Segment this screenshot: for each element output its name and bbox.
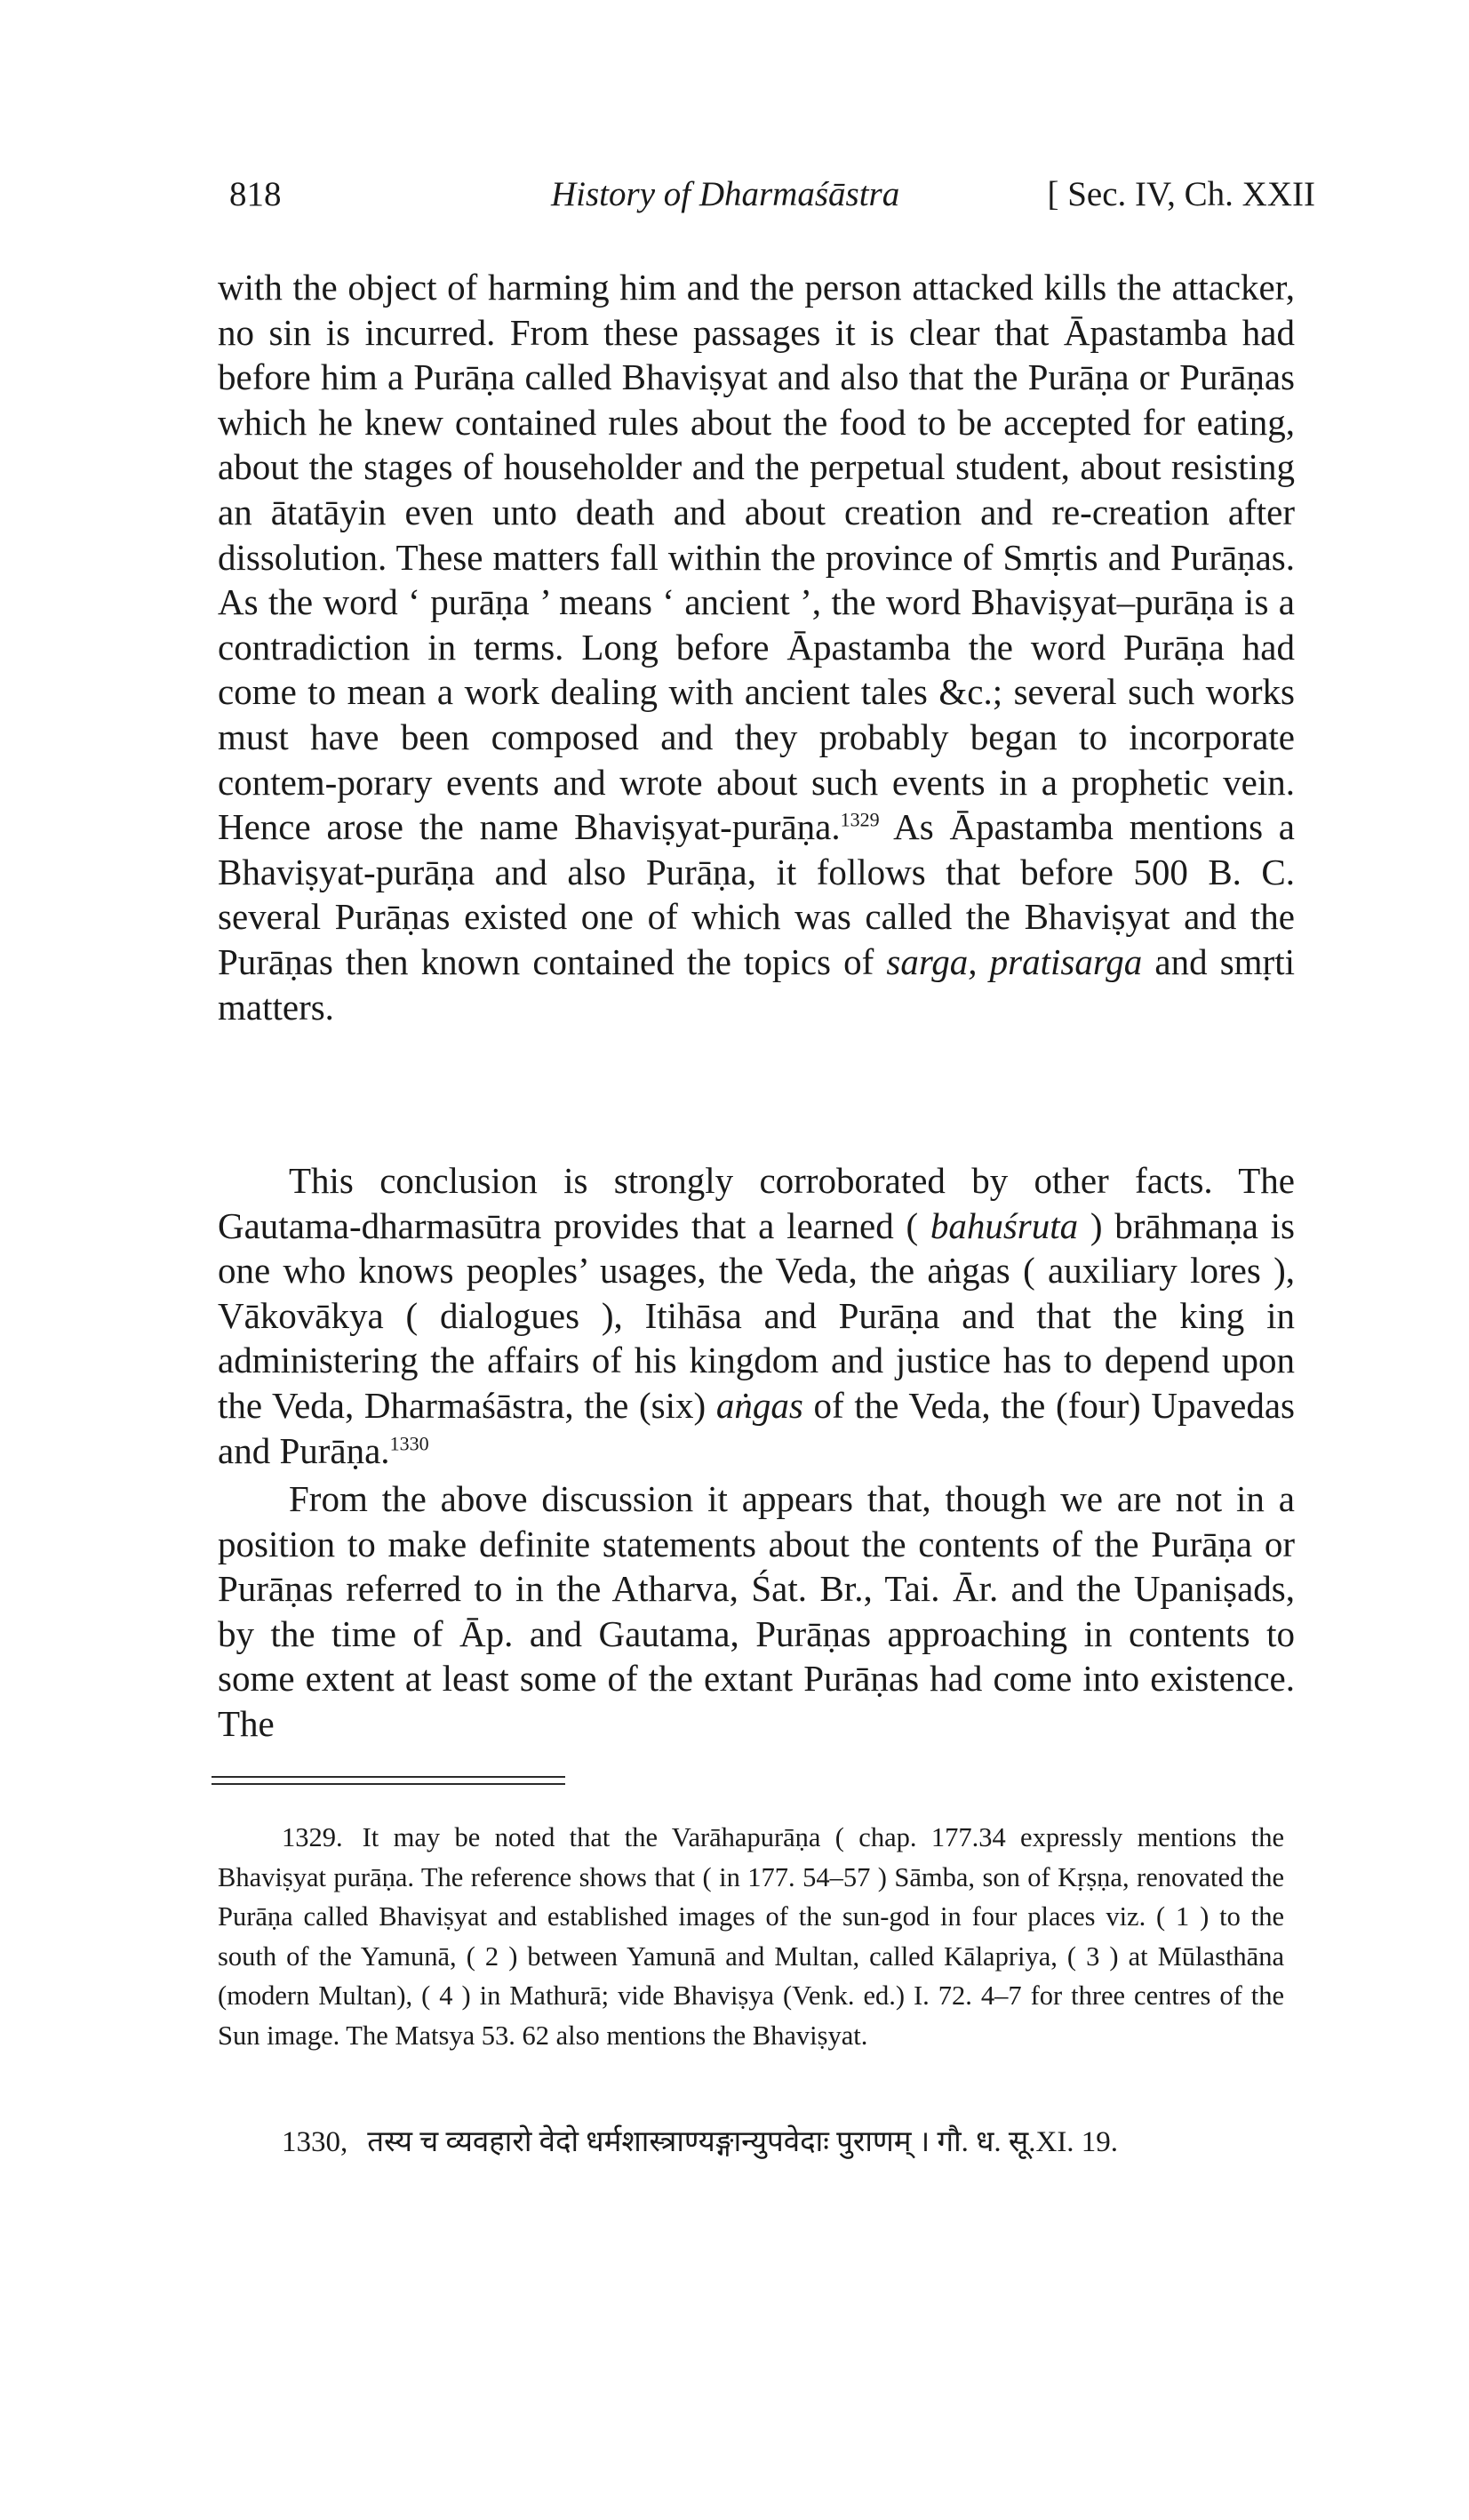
footnote-text: It may be noted that the Varāhapurāṇa ( chap. 177.34 expressly mentions the Bhaviṣyat purāṇa. The reference shows that ( in 177. 54–57 ) Sāmba, son of Kṛṣṇa, renovated the Purāṇa called Bhaviṣyat and established images of the sun-god in four places viz. ( 1 ) to the south of the Yamunā, ( 2 ) between Yamunā and Multan, called Kālapriya, ( 3 ) at Mūlasthāna (modern Multan), ( 4 ) in Mathurā; vide Bhaviṣya (Venk. ed.) I. 72. 4–7 for three centres of the Sun image. The Matsya 53. 62 also mentions the Bhaviṣyat. <box>218 1822 1284 2051</box>
footnote-divider-second-line <box>212 1783 565 1785</box>
footnote-ref-1330: 1330 <box>389 1431 429 1454</box>
footnote-ref-1329: 1329 <box>840 808 880 831</box>
para2-italic-angas: aṅgas <box>715 1384 803 1426</box>
page-header <box>229 174 1315 228</box>
footnote-number: 1330, <box>282 2126 348 2158</box>
running-title: History of Dharmaśāstra <box>551 175 900 213</box>
para1-italic-term: sarga, pratisarga <box>886 940 1143 982</box>
para2-italic-bahusruta: bahuśruta <box>930 1204 1079 1246</box>
page-number: 818 <box>229 175 282 213</box>
para1-text-b: As Āpastamba mentions a Bhaviṣyat-purāṇa and also Purāṇa, it follows that before 500 B. C. several Purāṇas existed one of which was called the Bhaviṣyat and the Purāṇas then known contained the topics of <box>218 806 1295 982</box>
para2-text-c: of the Veda, the (four) Upavedas and Purāṇa. <box>218 1384 1295 1471</box>
footnote-number: 1329. <box>282 1822 343 1852</box>
paragraph-2 <box>218 1158 1295 1473</box>
para1-text-c: and smṛti matters. <box>218 940 1295 1028</box>
running-section: [ Sec. IV, Ch. XXII <box>1047 175 1315 213</box>
footnote-1330 <box>282 2123 1295 2163</box>
para3-text: From the above discussion it appears that, though we are not in a position to make definite statements about the contents of the Purāṇa or Purāṇas referred to in the Atharva, Śat. Br., Tai. Ār. and the Upaniṣads, by the time of Āp. and Gautama, Purāṇas approaching in contents to some extent at least some of the extant Purāṇas had come into existence. The <box>218 1478 1295 1744</box>
para2-text-b: ) brāhmaṇa is one who knows peoples’ usages, the Veda, the aṅgas ( auxiliary lores ), Vākovākya ( dialogues ), Itihāsa and Purāṇa and that the king in administering the affairs of his kingdom and justice has to depend upon the Veda, Dharmaśāstra, the (six) <box>218 1204 1295 1426</box>
para2-text-a: This conclusion is strongly corroborated by other facts. The Gautama-dharmasūtra provides that a learned ( <box>218 1160 1295 1246</box>
paragraph-1 <box>218 265 1295 1029</box>
para1-text-a: with the object of harming him and the person attacked kills the attacker, no sin is incurred. From these passages it is clear that Āpastamba had before him a Purāṇa called Bhaviṣyat and also that the Purāṇa or Purāṇas which he knew contained rules about the food to be accepted for eating, about the stages of householder and the perpetual student, about resisting an ātatāyin even unto death and about creation and re-creation after dissolution. These matters fall within the province of Smṛtis and Purāṇas. As the word ‘ purāṇa ’ means ‘ ancient ’, the word Bhaviṣyat–purāṇa is a contradiction in terms. Long before Āpastamba the word Purāṇa had come to mean a work dealing with ancient tales &c.; several such works must have been composed and they probably began to incorporate contem-porary events and wrote about such events in a prophetic vein. Hence arose the name Bhaviṣyat-purāṇa. <box>218 267 1295 848</box>
footnote-divider <box>212 1776 565 1785</box>
footnote-text: तस्य च व्यवहारो वेदो धर्मशास्त्राण्यङ्गान्युपवेदाः पुराणम् । गौ. ध. सू.XI. 19. <box>367 2126 1119 2158</box>
paragraph-3 <box>218 1476 1295 1747</box>
footnote-1329 <box>218 1818 1284 2055</box>
